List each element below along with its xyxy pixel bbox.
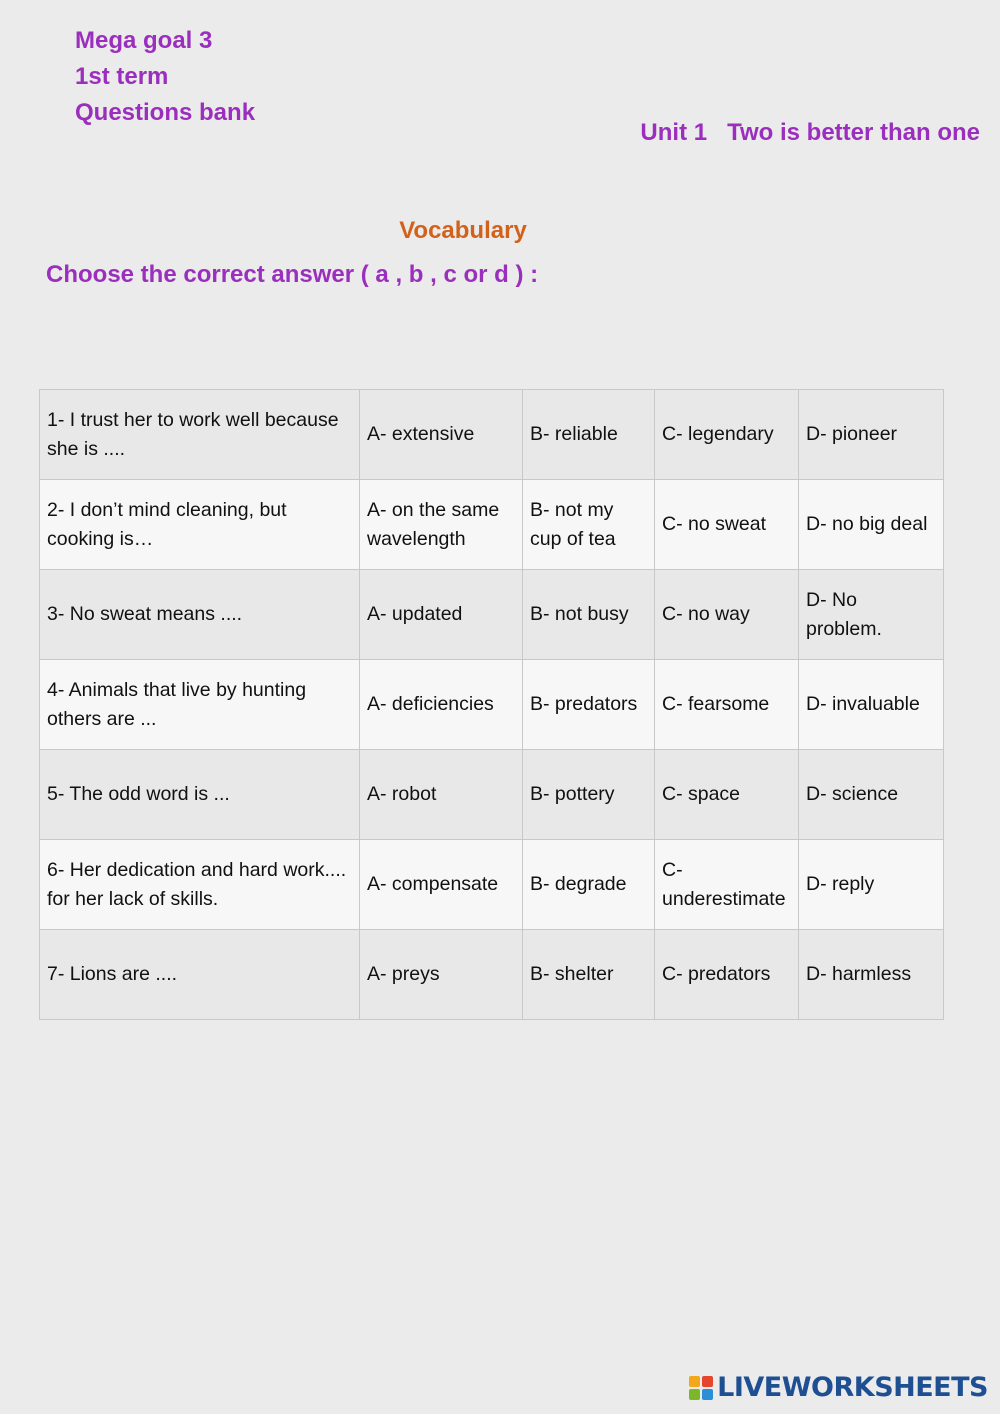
option-a[interactable]: A- compensate (360, 840, 523, 930)
option-d[interactable]: D- harmless (799, 930, 944, 1020)
liveworksheets-logo-text: LIVEWORKSHEETS (717, 1372, 988, 1403)
unit-title: Unit 1 Two is better than one (640, 119, 980, 146)
option-d[interactable]: D- reply (799, 840, 944, 930)
option-b[interactable]: B- degrade (523, 840, 655, 930)
question-row (40, 840, 944, 930)
option-a[interactable]: A- deficiencies (360, 660, 523, 750)
quiz-table (39, 389, 944, 1020)
instruction: Choose the correct answer ( a , b , c or d ) : (46, 261, 539, 288)
question-text: 2- I don’t mind cleaning, but cooking is… (40, 480, 360, 570)
question-text: 6- Her dedication and hard work.... for her lack of skills. (40, 840, 360, 930)
option-c[interactable]: C- legendary (655, 390, 799, 480)
question-text: 3- No sweat means .... (40, 570, 360, 660)
header-course: Mega goal 3 (75, 27, 213, 54)
option-d[interactable]: D- invaluable (799, 660, 944, 750)
option-b[interactable]: B- shelter (523, 930, 655, 1020)
liveworksheets-logo (689, 1372, 988, 1403)
option-c[interactable]: C- no sweat (655, 480, 799, 570)
question-text: 5- The odd word is ... (40, 750, 360, 840)
option-b[interactable]: B- reliable (523, 390, 655, 480)
question-text: 4- Animals that live by hunting others are ... (40, 660, 360, 750)
option-c[interactable]: C- fearsome (655, 660, 799, 750)
option-d[interactable]: D- pioneer (799, 390, 944, 480)
question-row (40, 750, 944, 840)
option-c[interactable]: C- space (655, 750, 799, 840)
question-row (40, 930, 944, 1020)
option-a[interactable]: A- updated (360, 570, 523, 660)
option-b[interactable]: B- pottery (523, 750, 655, 840)
option-b[interactable]: B- predators (523, 660, 655, 750)
option-d[interactable]: D- science (799, 750, 944, 840)
liveworksheets-logo-icon (689, 1375, 715, 1401)
option-d[interactable]: D- no big deal (799, 480, 944, 570)
header-term: 1st term (75, 63, 169, 90)
question-row (40, 480, 944, 570)
section-title: Vocabulary (399, 217, 527, 244)
header-bank: Questions bank (75, 99, 256, 126)
option-c[interactable]: C- predators (655, 930, 799, 1020)
option-a[interactable]: A- robot (360, 750, 523, 840)
question-row (40, 660, 944, 750)
option-c[interactable]: C- no way (655, 570, 799, 660)
option-d[interactable]: D- No problem. (799, 570, 944, 660)
option-a[interactable]: A- extensive (360, 390, 523, 480)
option-b[interactable]: B- not busy (523, 570, 655, 660)
question-text: 7- Lions are .... (40, 930, 360, 1020)
option-a[interactable]: A- on the same wavelength (360, 480, 523, 570)
question-text: 1- I trust her to work well because she is .... (40, 390, 360, 480)
question-row (40, 570, 944, 660)
option-c[interactable]: C- underestimate (655, 840, 799, 930)
option-b[interactable]: B- not my cup of tea (523, 480, 655, 570)
question-row (40, 390, 944, 480)
option-a[interactable]: A- preys (360, 930, 523, 1020)
